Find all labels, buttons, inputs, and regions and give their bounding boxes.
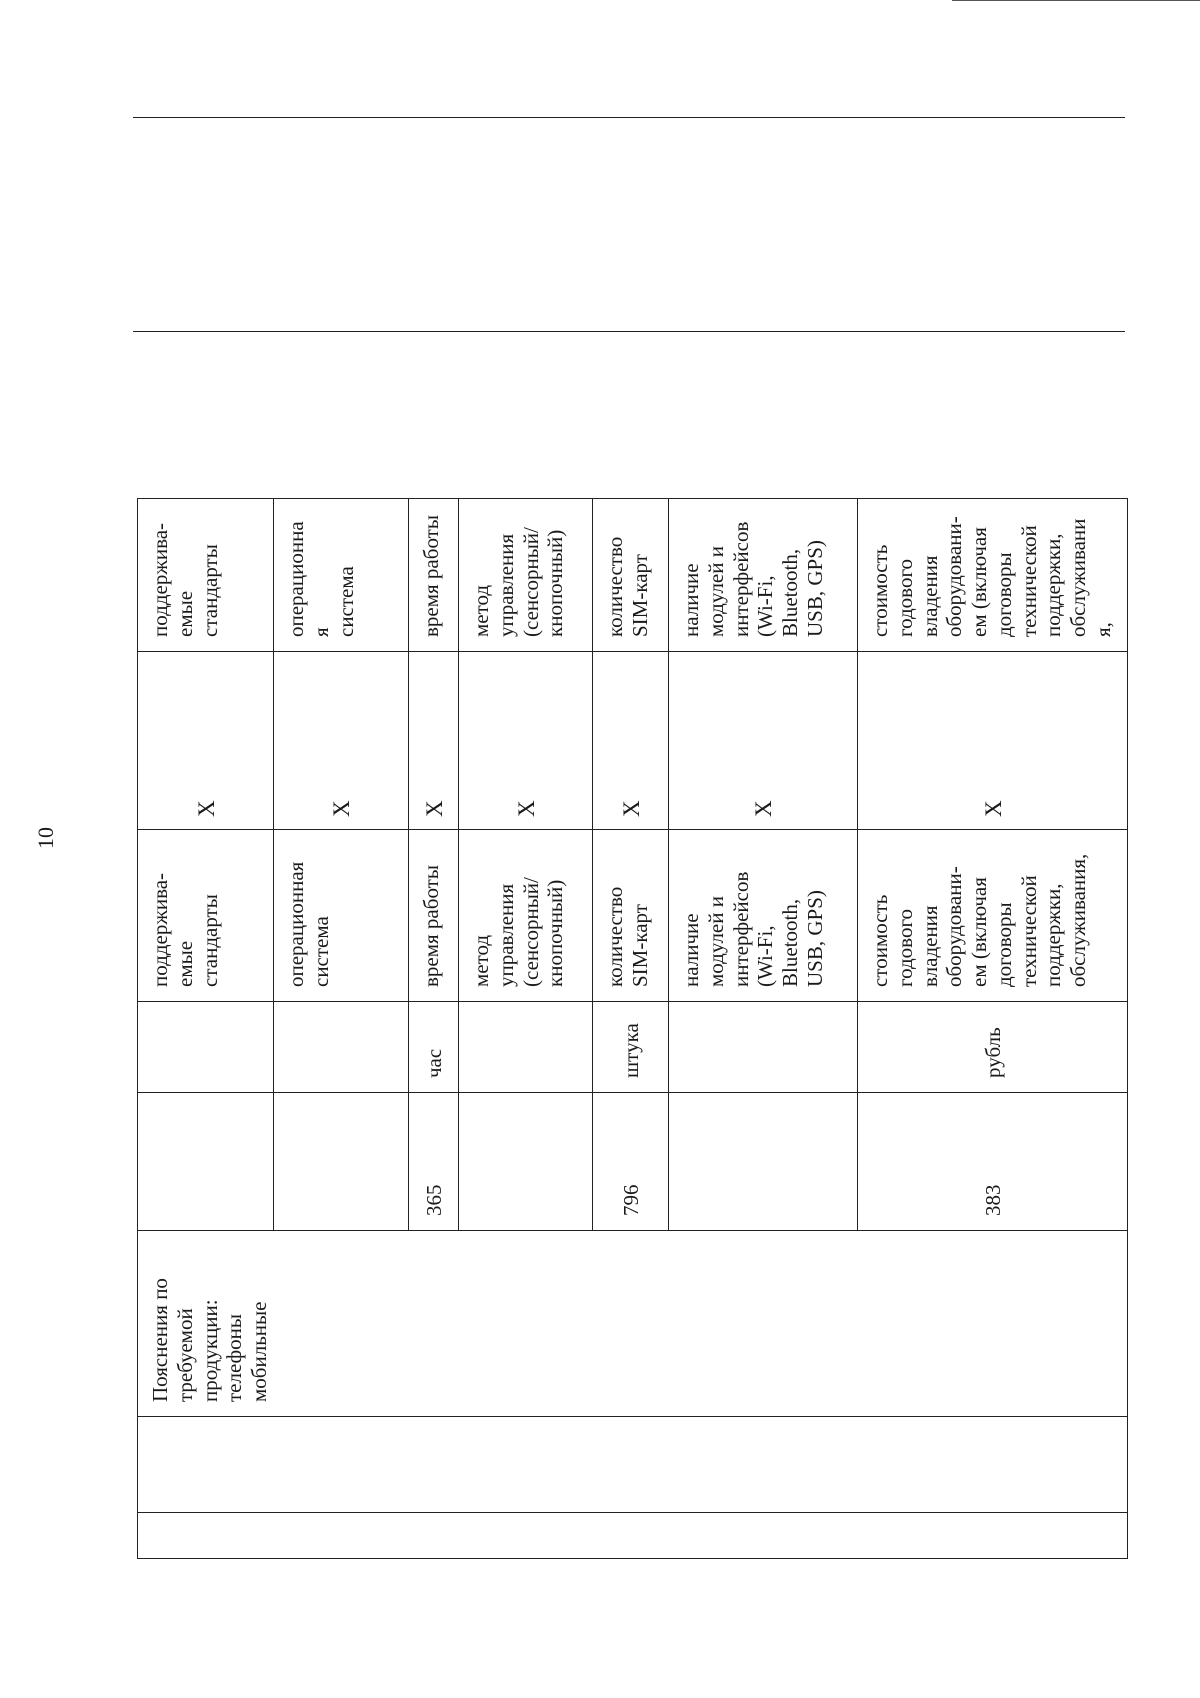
characteristic-text: стоимость годового владения оборудовани- ем (включая договоры технической поддержки, обслуживания, <box>868 516 1115 637</box>
mark-cell <box>593 652 669 830</box>
characteristic-text: количество SIM-карт <box>603 536 652 637</box>
unit-cell <box>274 1002 409 1093</box>
characteristic-text: операционная система <box>284 861 333 987</box>
x-mark: X <box>193 800 219 817</box>
characteristic-text: поддержива- емые стандарты <box>148 522 222 637</box>
mark-cell <box>274 652 409 830</box>
mark-cell <box>669 652 858 830</box>
characteristic-cell <box>593 830 669 1002</box>
unit-name: рубль <box>981 1027 1006 1078</box>
characteristic-cell <box>459 499 593 652</box>
scan-edge-mark <box>952 0 1200 3</box>
okei-code-cell <box>274 1093 409 1231</box>
x-mark: X <box>329 800 355 817</box>
characteristic-text: время работы <box>419 865 443 987</box>
okei-code-cell <box>409 1093 459 1231</box>
characteristic-cell <box>858 830 1128 1002</box>
unit-cell <box>459 1002 593 1093</box>
unit-cell <box>669 1002 858 1093</box>
characteristic-text: метод управления (сенсорный/ кнопочный) <box>469 527 568 637</box>
table-body <box>138 499 1128 1559</box>
unit-name: штука <box>619 1023 644 1078</box>
blank-column-cell <box>138 1513 1128 1559</box>
okei-code-cell <box>858 1093 1128 1231</box>
requirements-table <box>137 498 1128 1559</box>
page-number: 10 <box>33 827 58 849</box>
rotated-table-container <box>137 499 1127 1559</box>
characteristic-text: наличие модулей и интерфейсов (Wi-Fi, Bluetooth, USB, GPS) <box>679 871 827 987</box>
characteristic-text: время работы <box>419 515 443 637</box>
x-mark: X <box>980 800 1006 817</box>
characteristic-text: поддержива- емые стандарты <box>148 872 222 987</box>
product-note-text: Пояснения по требуемой продукции: телефоны мобильные <box>148 1278 272 1402</box>
okei-code-cell <box>593 1093 669 1231</box>
characteristic-text: операционная система <box>284 521 358 637</box>
characteristic-cell <box>669 499 858 652</box>
x-mark: X <box>618 800 644 817</box>
okei-code-cell <box>138 1093 274 1231</box>
characteristic-cell <box>459 830 593 1002</box>
mark-cell <box>858 652 1128 830</box>
top-rule <box>133 117 1125 118</box>
mark-cell <box>409 652 459 830</box>
characteristic-cell <box>138 830 274 1002</box>
okei-code-cell <box>669 1093 858 1231</box>
mark-cell <box>138 652 274 830</box>
x-mark: X <box>751 800 777 817</box>
okei-code: 383 <box>981 1184 1006 1216</box>
characteristic-cell <box>593 499 669 652</box>
okei-code: 796 <box>619 1184 644 1216</box>
unit-cell <box>409 1002 459 1093</box>
unit-cell <box>858 1002 1128 1093</box>
characteristic-text: наличие модулей и интерфейсов (Wi-Fi, Bluetooth, USB, GPS) <box>679 521 827 637</box>
blank-column-cell <box>138 1417 1128 1513</box>
unit-cell <box>593 1002 669 1093</box>
okei-code: 365 <box>422 1184 447 1216</box>
x-mark: X <box>421 800 447 817</box>
characteristic-cell <box>409 499 459 652</box>
characteristic-cell <box>669 830 858 1002</box>
characteristic-cell <box>274 830 409 1002</box>
characteristic-text: стоимость годового владения оборудовани- ем (включая договоры технической поддержки, обслуживания, <box>868 853 1091 987</box>
characteristic-text: количество SIM-карт <box>603 886 652 987</box>
x-mark: X <box>513 800 539 817</box>
mark-cell <box>459 652 593 830</box>
okei-code-cell <box>459 1093 593 1231</box>
unit-cell <box>138 1002 274 1093</box>
product-note-cell <box>138 1231 1128 1417</box>
table-row <box>138 499 274 1559</box>
unit-name: час <box>422 1048 447 1078</box>
second-rule <box>133 331 1125 332</box>
characteristic-cell <box>409 830 459 1002</box>
characteristic-cell <box>858 499 1128 652</box>
characteristic-cell <box>138 499 274 652</box>
characteristic-cell <box>274 499 409 652</box>
characteristic-text: метод управления (сенсорный/ кнопочный) <box>469 877 568 987</box>
